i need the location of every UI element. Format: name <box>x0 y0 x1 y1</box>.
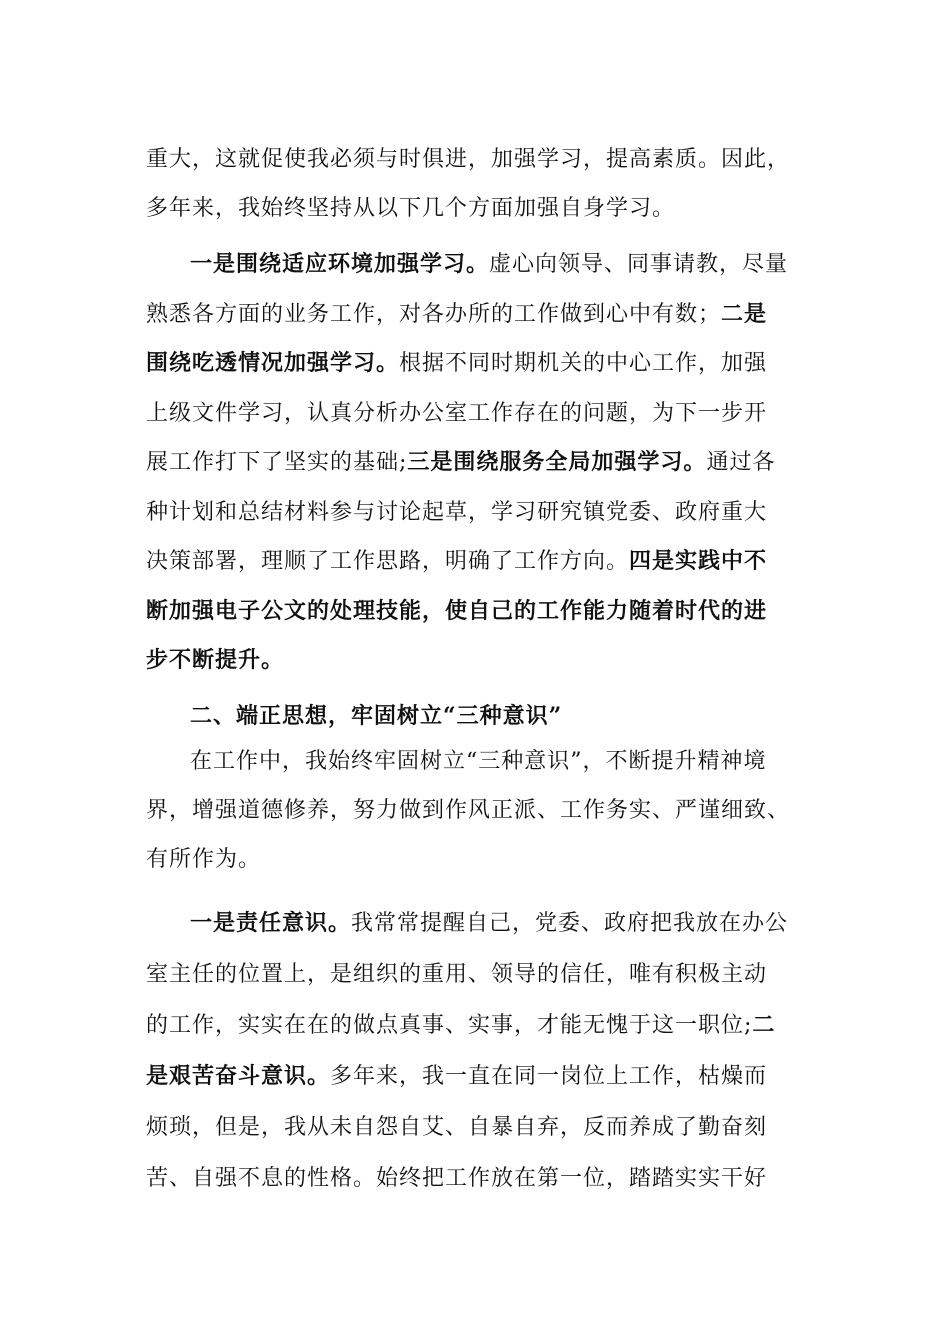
paragraph-4 <box>146 898 816 1204</box>
text-run: 根据不同时期机关的中心工作，加强 <box>399 351 768 376</box>
bold-phrase: 是艰苦奋斗意识。 <box>146 1063 331 1089</box>
text-line: 重大，这就促使我必须与时俱进，加强学习，提高素质。因此， <box>146 147 791 172</box>
text-run: 熟悉各方面的业务工作，对各办所的工作做到心中有数； <box>146 301 722 327</box>
text-line: 多年来，我始终坚持从以下几个方面加强自身学习。 <box>146 196 676 221</box>
text-run: 多年来，我一直在同一岗位上工作，枯燥而 <box>330 1064 768 1089</box>
text-line: 烦琐，但是，我从未自怨自艾、自暴自弃，反而养成了勤奋刻 <box>146 1115 768 1140</box>
text-run: 的工作，实实在在的做点真事、实事，才能无愧于这一职位; <box>146 1013 753 1038</box>
bold-phrase: 围绕吃透情况加强学习。 <box>146 350 400 376</box>
text-line: 上级文件学习，认真分析办公室工作存在的问题，为下一步开 <box>146 400 768 426</box>
text-line: 室主任的位置上，是组织的重用、领导的信任，唯有积极主动 <box>146 962 768 987</box>
bold-line: 步不断提升。 <box>146 647 285 673</box>
bold-phrase: 一是责任意识。 <box>190 910 352 936</box>
bold-phrase: 二 <box>752 1012 776 1038</box>
bold-phrase: 一是围绕适应环境加强学习。 <box>190 251 490 277</box>
text-run: 决策部署，理顺了工作思路，明确了工作方向。 <box>146 549 630 574</box>
text-run: 我常常提醒自己，党委、政府把我放在办公 <box>351 911 789 936</box>
text-line: 界，增强道德修养，努力做到作风正派、工作务实、严谨细致、 <box>146 798 791 823</box>
bold-phrase: 四是实践中不 <box>629 548 768 574</box>
text-run: 通过各 <box>706 450 776 475</box>
section-heading <box>146 692 816 741</box>
text-run: 展工作打下了坚实的基础; <box>146 450 408 475</box>
heading-text: 二、端正思想，牢固树立“三种意识” <box>190 703 563 729</box>
text-line: 有所作为。 <box>146 847 262 872</box>
bold-phrase: 二是 <box>721 300 768 327</box>
text-line: 在工作中，我始终牢固树立“三种意识”，不断提升精神境 <box>190 749 767 774</box>
text-line: 苦、自强不息的性格。始终把工作放在第一位，踏踏实实干好 <box>146 1166 768 1191</box>
paragraph-2 <box>146 240 816 686</box>
text-line: 种计划和总结材料参与讨论起草，学习研究镇党委、政府重大 <box>146 499 768 525</box>
bold-line: 断加强电子公文的处理技能，使自己的工作能力随着时代的进 <box>146 597 768 624</box>
bold-phrase: 三是围绕服务全局加强学习。 <box>407 449 707 475</box>
text-run: 虚心向领导、同事请教，尽量 <box>489 252 789 277</box>
paragraph-3 <box>146 737 816 884</box>
paragraph-1 <box>146 135 816 233</box>
